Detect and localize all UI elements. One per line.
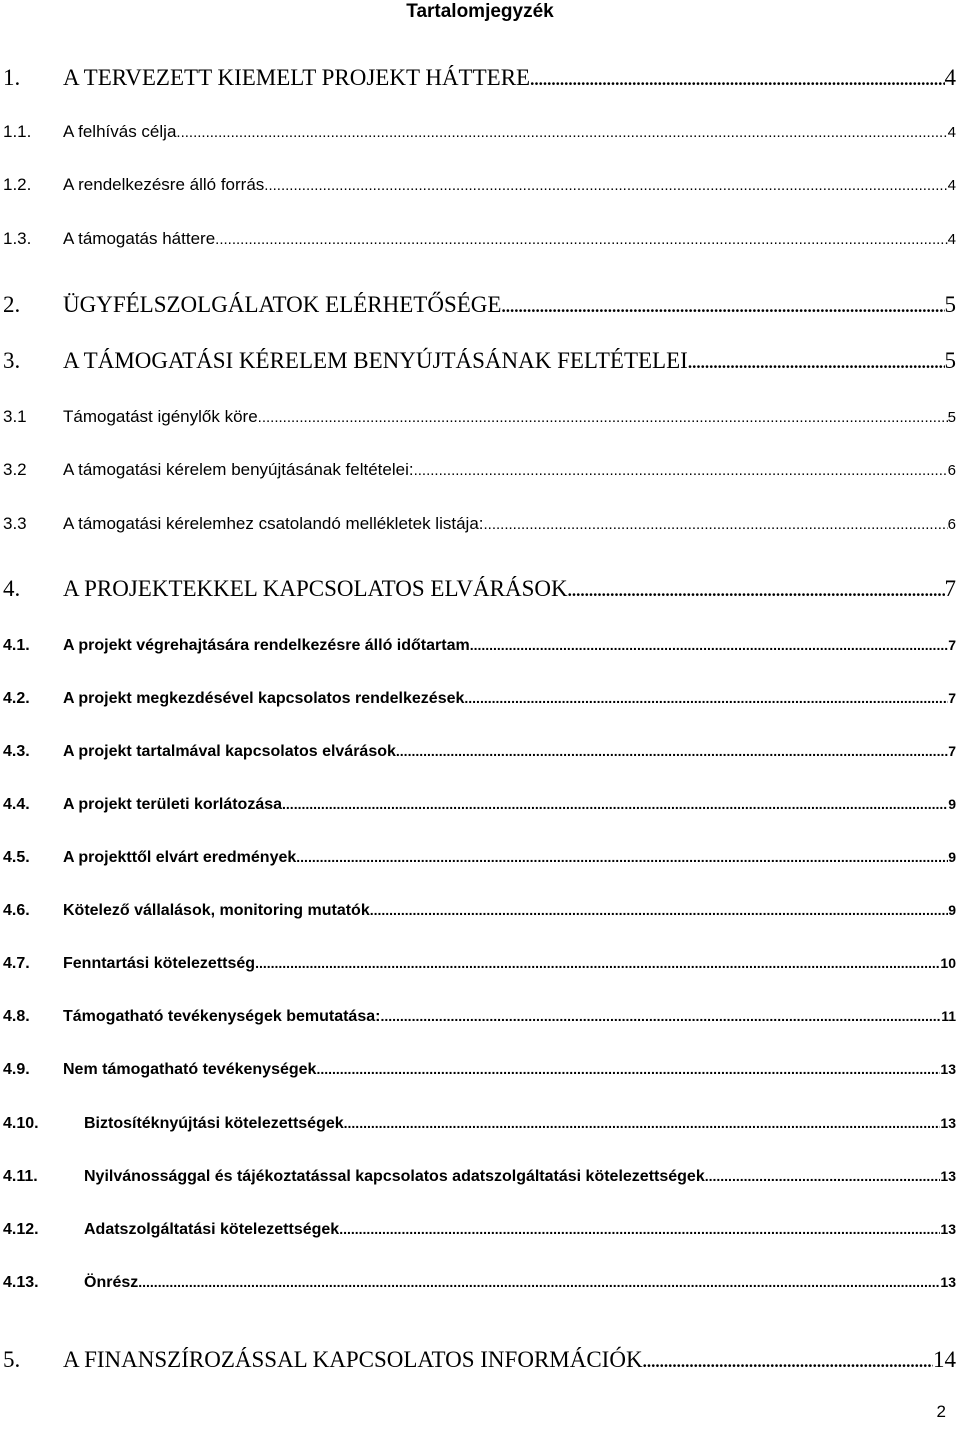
toc-entry-number: 1.3. xyxy=(3,229,32,248)
toc-dot-leader xyxy=(484,510,948,540)
toc-entry-number: 3.3 xyxy=(3,514,27,533)
toc-entry[interactable] xyxy=(0,842,960,872)
toc-dot-leader xyxy=(414,456,948,486)
toc-dot-leader xyxy=(215,225,948,255)
toc-dot-leader xyxy=(176,118,947,148)
toc-dot-leader xyxy=(316,1054,940,1084)
toc-entry-page: 11 xyxy=(941,1008,956,1024)
toc-dot-leader xyxy=(470,630,949,660)
toc-entry-page: 4 xyxy=(947,177,956,194)
toc-dot-leader xyxy=(530,65,944,95)
toc-dot-leader xyxy=(396,736,948,766)
toc-entry-number: 3.2 xyxy=(3,460,27,479)
toc-entry-number: 4.12. xyxy=(3,1221,39,1238)
toc-dot-leader xyxy=(296,842,948,872)
toc-entry-number: 4.13. xyxy=(3,1274,39,1291)
toc-entry-number: 4.1. xyxy=(3,637,30,654)
toc-entry-page: 7 xyxy=(948,637,956,653)
toc-entry-label: A PROJEKTEKKEL KAPCSOLATOS ELVÁRÁSOK xyxy=(63,576,568,601)
toc-entry-page: 13 xyxy=(940,1221,956,1237)
toc-entry[interactable] xyxy=(0,402,960,432)
toc-entry-page: 13 xyxy=(940,1274,956,1290)
toc-entry-page: 7 xyxy=(948,743,956,759)
toc-dot-leader xyxy=(464,683,948,713)
toc-entry-page: 13 xyxy=(940,1061,956,1077)
toc-entry-number: 4.9. xyxy=(3,1061,30,1078)
toc-entry[interactable] xyxy=(0,455,960,485)
toc-entry-number: 3. xyxy=(3,348,21,373)
toc-entry-page: 4 xyxy=(944,65,956,90)
toc-entry-label: Nyilvánossággal és tájékoztatással kapcsolatos adatszolgáltatási kötelezettségek xyxy=(84,1168,705,1185)
toc-entry[interactable] xyxy=(0,170,960,200)
toc-entry-page: 5 xyxy=(944,292,956,317)
toc-entry[interactable] xyxy=(0,895,960,925)
toc-entry-page: 5 xyxy=(944,348,956,373)
toc-entry-page: 10 xyxy=(940,955,956,971)
toc-entry[interactable] xyxy=(0,1345,960,1375)
toc-entry-number: 4.5. xyxy=(3,849,30,866)
toc-entry[interactable] xyxy=(0,1108,960,1138)
toc-dot-leader xyxy=(705,1161,941,1191)
toc-entry-page: 7 xyxy=(948,690,956,706)
toc-dot-leader xyxy=(568,576,945,606)
toc-entry-page: 9 xyxy=(948,849,956,865)
toc-entry-number: 3.1 xyxy=(3,407,27,426)
toc-entry[interactable] xyxy=(0,789,960,819)
toc-entry-label: Adatszolgáltatási kötelezettségek xyxy=(84,1221,340,1238)
toc-entry-label: A projekt végrehajtására rendelkezésre álló időtartam xyxy=(63,637,470,654)
toc-entry-label: A TERVEZETT KIEMELT PROJEKT HÁTTERE xyxy=(63,65,531,90)
toc-entry-label: ÜGYFÉLSZOLGÁLATOK ELÉRHETŐSÉGE xyxy=(63,292,502,317)
toc-dot-leader xyxy=(380,1001,941,1031)
toc-dot-leader xyxy=(258,403,948,433)
toc-entry-label: Biztosítéknyújtási kötelezettségek xyxy=(84,1115,344,1132)
toc-dot-leader xyxy=(264,171,947,201)
toc-entry-page: 6 xyxy=(947,516,956,533)
toc-dot-leader xyxy=(643,1347,933,1377)
toc-entry-page: 13 xyxy=(940,1115,956,1131)
toc-entry-label: Támogatható tevékenységek bemutatása: xyxy=(63,1008,381,1025)
toc-title: Tartalomjegyzék xyxy=(406,1,554,22)
toc-entry-label: A támogatási kérelem benyújtásának feltételei: xyxy=(63,460,414,479)
toc-entry-label: A projekt területi korlátozása xyxy=(63,796,283,813)
toc-entry-label: Fenntartási kötelezettség xyxy=(63,955,256,972)
toc-entry-label: A felhívás célja xyxy=(63,122,177,141)
toc-entry-number: 4.2. xyxy=(3,690,30,707)
toc-entry[interactable] xyxy=(0,509,960,539)
toc-entry-number: 5. xyxy=(3,1347,21,1372)
toc-entry-label: A rendelkezésre álló forrás xyxy=(63,175,265,194)
toc-dot-leader xyxy=(688,348,945,378)
toc-entry-number: 4.11. xyxy=(3,1168,38,1185)
toc-dot-leader xyxy=(344,1108,941,1138)
toc-entry-number: 4.3. xyxy=(3,743,30,760)
toc-entry[interactable] xyxy=(0,290,960,320)
toc-entry-page: 7 xyxy=(944,576,956,601)
toc-entry-page: 4 xyxy=(947,124,956,141)
toc-entry-number: 4. xyxy=(3,576,21,601)
toc-entry-label: Támogatást igénylők köre xyxy=(63,407,258,426)
toc-entry[interactable] xyxy=(0,346,960,376)
toc-entry-label: Nem támogatható tevékenységek xyxy=(63,1061,317,1078)
toc-entry-page: 9 xyxy=(948,796,956,812)
toc-entry[interactable] xyxy=(0,1054,960,1084)
toc-entry-label: A projekttől elvárt eredmények xyxy=(63,849,297,866)
toc-entry-label: A támogatási kérelemhez csatolandó mellékletek listája: xyxy=(63,514,484,533)
toc-entry-page: 4 xyxy=(947,231,956,248)
toc-entry[interactable] xyxy=(0,1267,960,1297)
toc-entry-label: A támogatás háttere xyxy=(63,229,216,248)
toc-entry-page: 6 xyxy=(947,462,956,479)
toc-dot-leader xyxy=(282,789,948,819)
toc-dot-leader xyxy=(370,895,948,925)
toc-entry-number: 4.10. xyxy=(3,1115,39,1132)
toc-entry-label: A projekt tartalmával kapcsolatos elvárások xyxy=(63,743,396,760)
toc-entry-number: 4.7. xyxy=(3,955,30,972)
toc-entry[interactable] xyxy=(0,1214,960,1244)
toc-entry[interactable] xyxy=(0,117,960,147)
toc-entry-number: 4.4. xyxy=(3,796,30,813)
toc-entry-number: 2. xyxy=(3,292,21,317)
toc-entry[interactable] xyxy=(0,1161,960,1191)
toc-entry[interactable] xyxy=(0,948,960,978)
toc-entry-label: A TÁMOGATÁSI KÉRELEM BENYÚJTÁSÁNAK FELTÉTELEI xyxy=(63,348,688,373)
toc-entry-page: 13 xyxy=(940,1168,956,1184)
toc-entry-number: 4.8. xyxy=(3,1008,30,1025)
toc-entry-number: 4.6. xyxy=(3,902,30,919)
toc-entry-number: 1.2. xyxy=(3,175,32,194)
toc-entry-number: 1.1. xyxy=(3,122,32,141)
toc-dot-leader xyxy=(501,292,944,322)
page-number: 2 xyxy=(936,1402,946,1421)
toc-entry[interactable] xyxy=(0,683,960,713)
toc-entry[interactable] xyxy=(0,574,960,604)
toc-dot-leader xyxy=(339,1214,940,1244)
toc-entry[interactable] xyxy=(0,224,960,254)
toc-entry-label: Önrész xyxy=(84,1274,139,1291)
toc-entry-label: Kötelező vállalások, monitoring mutatók xyxy=(63,902,370,919)
toc-entry[interactable] xyxy=(0,1001,960,1031)
toc-dot-leader xyxy=(138,1267,940,1297)
toc-entry-label: A FINANSZÍROZÁSSAL KAPCSOLATOS INFORMÁCIÓK xyxy=(63,1347,643,1372)
toc-entry-page: 14 xyxy=(933,1347,956,1372)
toc-entry-label: A projekt megkezdésével kapcsolatos rendelkezések xyxy=(63,690,465,707)
toc-dot-leader xyxy=(255,948,940,978)
toc-entry[interactable] xyxy=(0,630,960,660)
toc-entry-number: 1. xyxy=(3,65,21,90)
toc-entry[interactable] xyxy=(0,736,960,766)
toc-entry-page: 9 xyxy=(948,902,956,918)
toc-entry-page: 5 xyxy=(947,409,956,426)
toc-entry[interactable] xyxy=(0,63,960,93)
